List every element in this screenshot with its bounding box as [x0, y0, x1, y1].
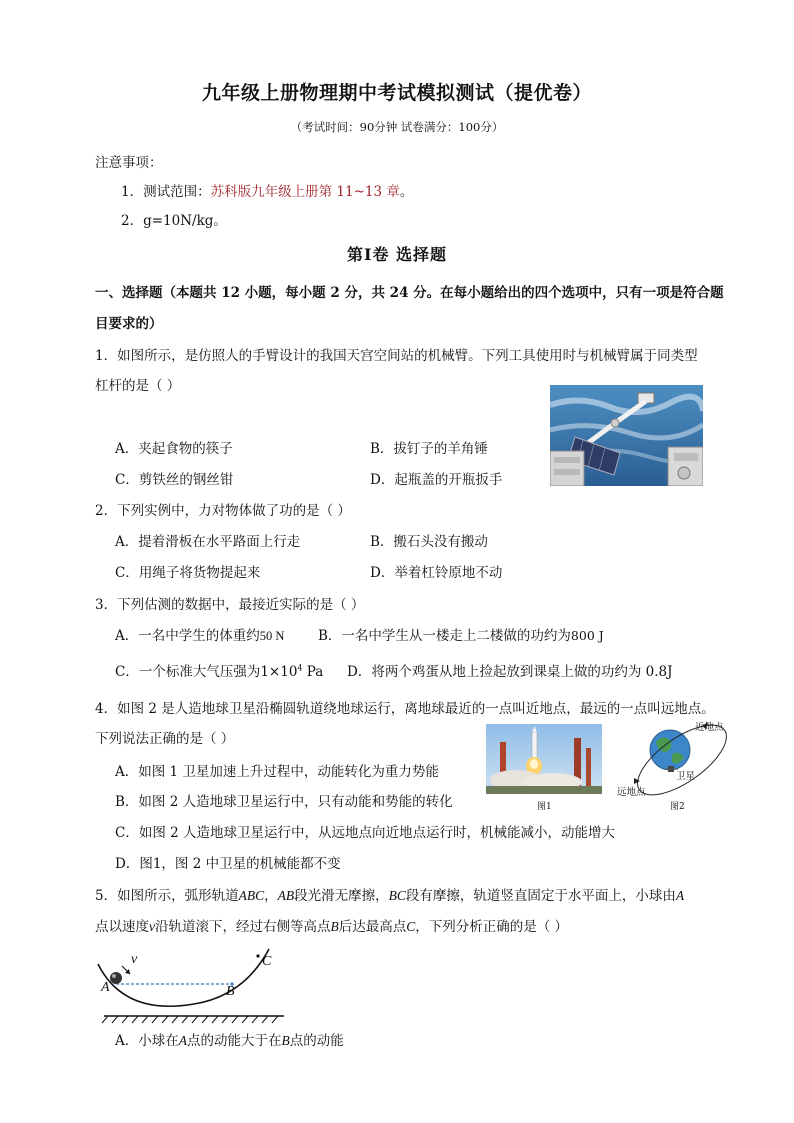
q5-label-abc: ABC: [238, 888, 265, 903]
q5-stem-line2: [95, 915, 568, 935]
q5-text-6: 沿轨道滚下，经过右侧等高点: [155, 919, 331, 935]
q3-option-b-text: B．一名中学生从一楼走上二楼做的功约为: [318, 628, 571, 644]
note-item-1-prefix: 1．测试范围：: [121, 184, 211, 200]
track-velocity-label: v: [131, 952, 138, 967]
q1-option-d: D．起瓶盖的开瓶扳手: [370, 472, 503, 488]
q3-option-a: [115, 624, 284, 644]
orbit-perigee-label: 近地点: [695, 722, 724, 733]
track-point-c-label: C: [262, 954, 272, 969]
q5-label-bc: BC: [388, 888, 406, 903]
part1-instructions-line2: 目要求的）: [95, 316, 163, 332]
q5-text-4: 段有摩擦，轨道竖直固定于水平面上，小球由: [405, 888, 676, 904]
q3-stem: 3．下列估测的数据中，最接近实际的是（ ）: [95, 597, 365, 613]
q3-option-b-value: 800 J: [570, 628, 604, 643]
robotic-arm-photo: [550, 385, 703, 486]
q5-text-1: 5．如图所示，弧形轨道: [95, 888, 239, 904]
fig1-caption: 图1: [537, 802, 552, 812]
q5-option-a-point-b: B: [281, 1033, 290, 1048]
q3-option-c: [115, 660, 323, 680]
note-item-1-scope: 苏科版九年级上册第 11~13 章: [210, 184, 400, 200]
q1-option-a: A．夹起食物的筷子: [115, 441, 233, 457]
q5-option-a-suffix: 点的动能: [289, 1033, 344, 1049]
q3-option-c-text: C．一个标准大气压强为1×10: [115, 664, 298, 680]
q5-option-a-prefix: A．小球在: [115, 1033, 179, 1049]
page-title: 九年级上册物理期中考试模拟测试（提优卷）: [201, 82, 592, 104]
exam-info: （考试时间：90分钟 试卷满分：100分）: [290, 120, 504, 134]
note-item-1: [121, 180, 413, 200]
q5-text-7: 后达最高点: [338, 919, 407, 935]
section-title: 第Ⅰ卷 选择题: [346, 245, 448, 264]
q2-stem: 2．下列实例中，力对物体做了功的是（ ）: [95, 503, 351, 519]
q1-stem-line2: 杠杆的是（ ）: [95, 378, 181, 394]
orbit-apogee-label: 远地点: [617, 787, 646, 798]
q5-label-c: C: [406, 919, 416, 934]
q1-option-b: B．拔钉子的羊角锤: [370, 441, 488, 457]
q4-stem-line1: 4．如图 2 是人造地球卫星沿椭圆轨道绕地球运行，离地球最近的一点叫近地点，最远的一点叫远地点。: [95, 701, 715, 717]
q5-label-ab: AB: [277, 888, 295, 903]
notes-heading: 注意事项：: [95, 155, 163, 171]
q2-option-b: B．搬石头没有搬动: [370, 534, 488, 550]
q4-option-c: C．如图 2 人造地球卫星运行中，从远地点向近地点运行时，机械能减小，动能增大: [115, 825, 615, 841]
track-point-b-label: B: [226, 984, 235, 999]
q1-option-c: C．剪铁丝的钢丝钳: [115, 472, 234, 488]
q5-text-5: 点以速度: [95, 919, 149, 935]
q1-stem-line1: 1．如图所示，是仿照人的手臂设计的我国天宫空间站的机械臂。下列工具使用时与机械臂属于同类型: [95, 348, 698, 364]
q4-option-d: D．图1，图 2 中卫星的机械能都不变: [115, 856, 341, 872]
q3-option-a-value: 50 N: [259, 629, 285, 643]
fig2-caption: 图2: [670, 802, 685, 812]
q5-text-2: ，: [264, 888, 278, 904]
q3-option-b: [318, 624, 604, 644]
q5-text-8: ，下列分析正确的是（ ）: [415, 919, 569, 935]
q2-option-c: C．用绳子将货物提起来: [115, 565, 261, 581]
q2-option-d: D．举着杠铃原地不动: [370, 565, 503, 581]
q5-label-v: v: [149, 919, 155, 934]
q4-stem-line2: 下列说法正确的是（ ）: [95, 731, 235, 747]
q3-option-a-text: A．一名中学生的体重约: [115, 628, 260, 644]
q5-label-a: A: [675, 888, 685, 903]
q5-stem-line1: [95, 884, 684, 904]
q5-option-a: [115, 1029, 344, 1049]
note-item-1-suffix: 。: [399, 184, 414, 200]
q5-label-b: B: [330, 919, 339, 934]
q2-option-a: A．提着滑板在水平路面上行走: [115, 534, 301, 550]
q4-option-a: A．如图 1 卫星加速上升过程中，动能转化为重力势能: [115, 764, 439, 780]
track-point-a-label: A: [101, 980, 110, 995]
q5-option-a-mid: 点的动能大于在: [187, 1033, 282, 1049]
q4-option-b: B．如图 2 人造地球卫星运行中，只有动能和势能的转化: [115, 794, 453, 810]
q3-option-c-exponent: 4: [297, 663, 303, 673]
q3-option-c-unit: Pa: [302, 664, 324, 680]
part1-instructions-line1: 一、选择题（本题共 12 小题，每小题 2 分，共 24 分。在每小题给出的四个选项中，只有一项是符合题: [95, 285, 724, 301]
note-item-2: 2．g=10N/kg。: [121, 213, 227, 229]
q5-option-a-point-a: A: [178, 1033, 187, 1048]
orbit-satellite-label: 卫星: [676, 771, 696, 782]
q5-text-3: 段光滑无摩擦，: [294, 888, 389, 904]
q3-option-d: D．将两个鸡蛋从地上捡起放到课桌上做的功约为 0.8J: [347, 664, 673, 680]
rocket-launch-photo: [486, 724, 602, 794]
